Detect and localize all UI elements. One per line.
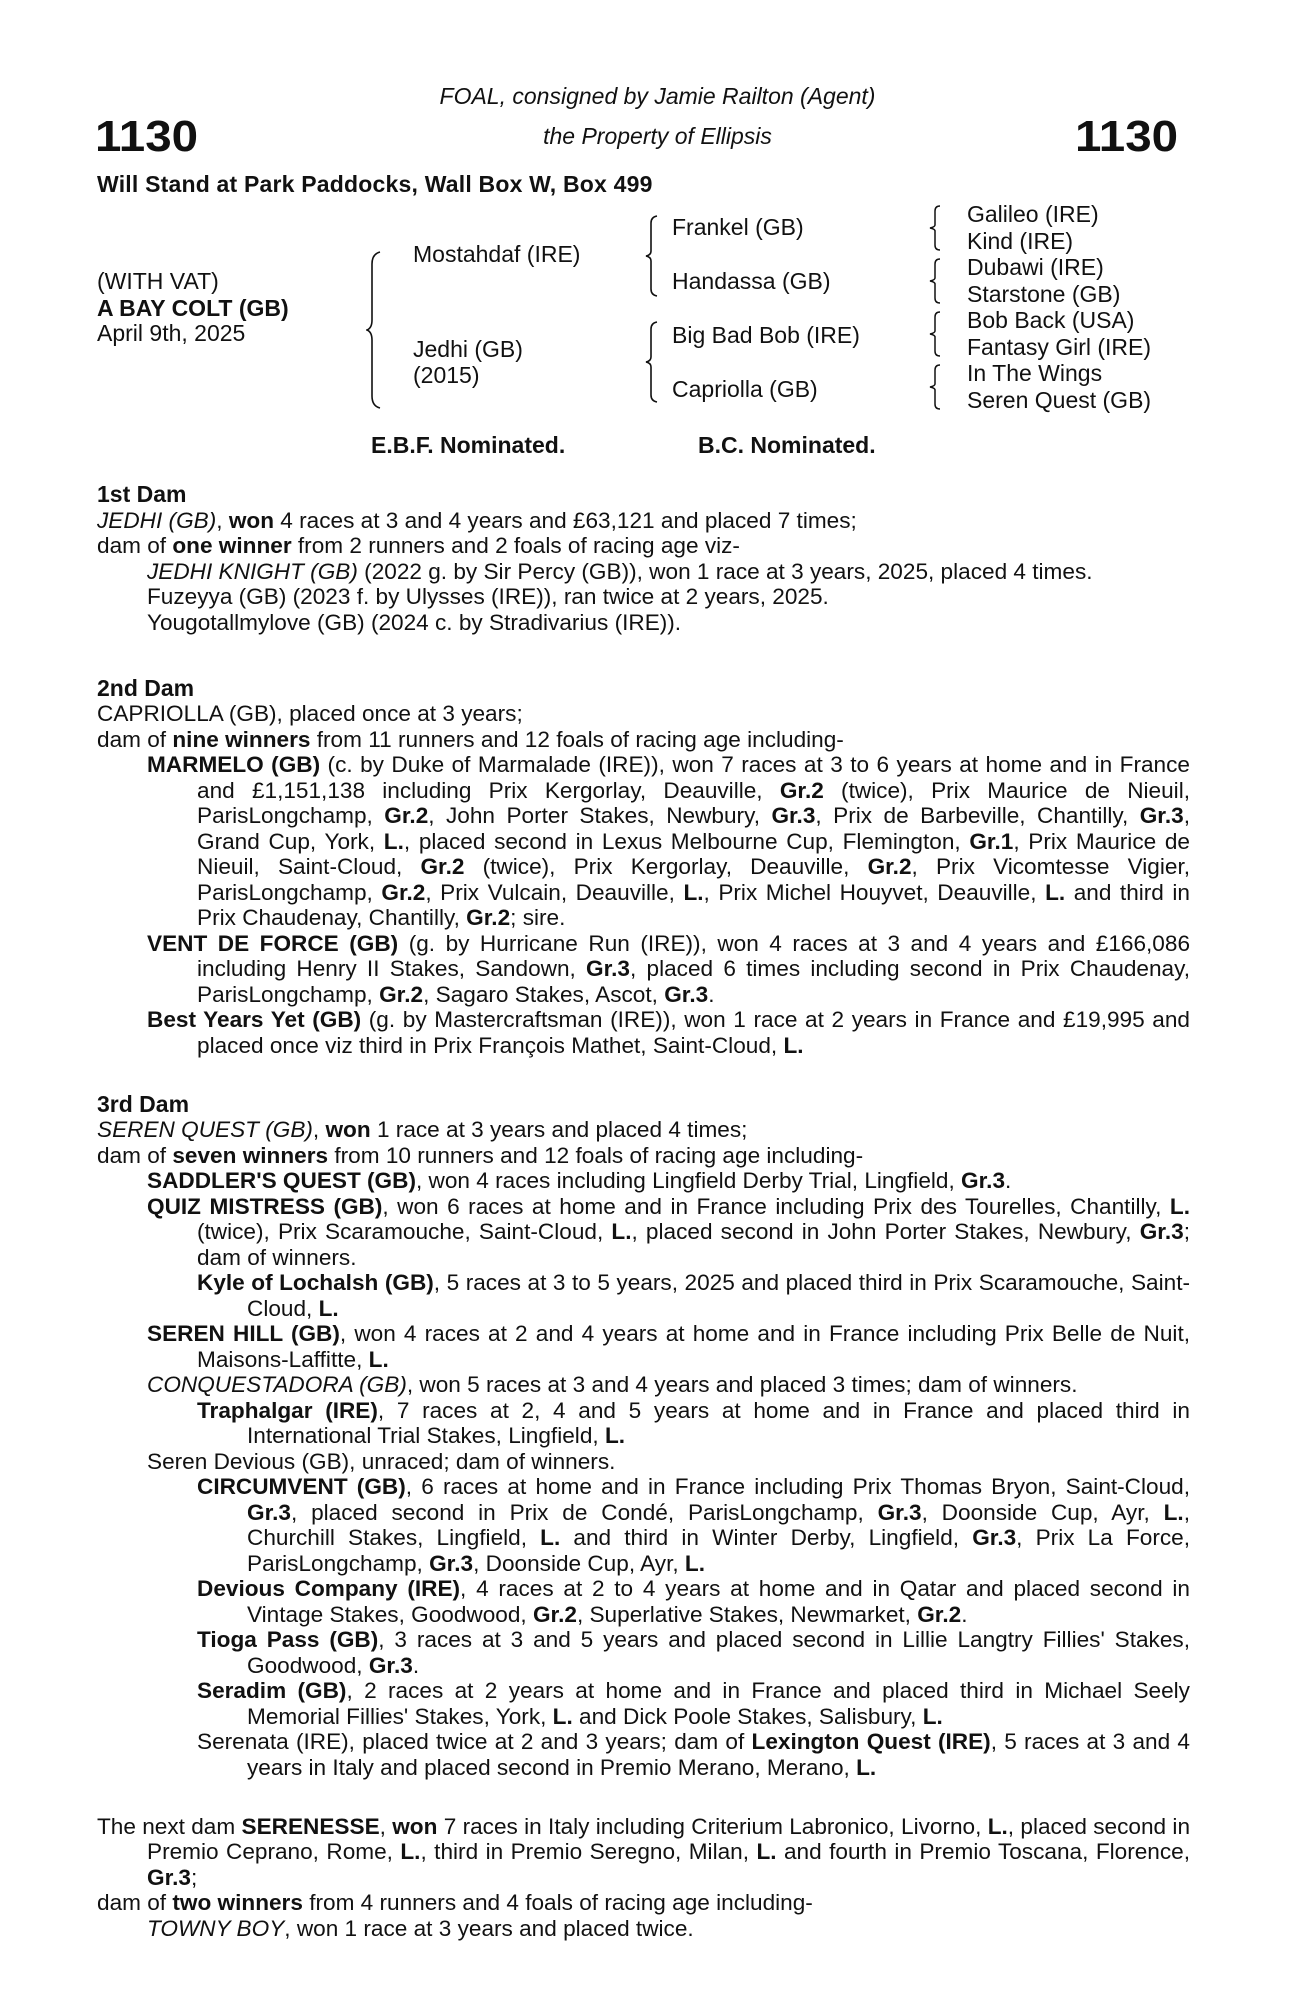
grade: L. bbox=[318, 1295, 339, 1321]
third-dam-section bbox=[97, 1092, 1190, 1781]
progeny-name: QUIZ MISTRESS (GB) bbox=[147, 1193, 383, 1219]
progeny-text: , won 6 races at home and in France including Prix des Tourelles, Chantilly, bbox=[382, 1193, 1170, 1219]
grade: Gr.2 bbox=[379, 981, 424, 1007]
progeny-text: , 5 races at 3 to 5 years, 2025 and placed third in Prix Scaramouche, Saint-Cloud, bbox=[247, 1270, 1191, 1321]
progeny-name: SEREN HILL (GB) bbox=[147, 1321, 340, 1346]
next-dam-produce bbox=[97, 1890, 1190, 1916]
grade: Gr.3 bbox=[972, 1525, 1017, 1550]
next-dam-record bbox=[97, 1814, 1190, 1891]
produce-winners: seven winners bbox=[172, 1142, 329, 1168]
grade: Gr.3 bbox=[961, 1168, 1006, 1193]
pedigree-brace-g3-4 bbox=[929, 364, 941, 410]
produce-post: from 2 runners and 2 foals of racing age viz- bbox=[291, 533, 740, 558]
separator: , bbox=[379, 1813, 393, 1839]
grade: L. bbox=[383, 828, 404, 854]
progeny-traphalgar bbox=[97, 1398, 1190, 1449]
grade: L. bbox=[1163, 1499, 1184, 1525]
progeny-text: , Grand Cup, York, bbox=[197, 803, 1190, 854]
sire-dam: Handassa (GB) bbox=[672, 268, 831, 294]
progeny-text: , placed second in Lexus Melbourne Cup, Flemington, bbox=[403, 828, 970, 854]
grade: Gr.3 bbox=[664, 981, 709, 1007]
won-label: won bbox=[392, 1813, 438, 1839]
progeny-text: (c. by Duke of Marmalade (IRE)), won 7 races at 3 to 6 years at home and in France and £1,151,138 including Prix Kergorlay, Deauville, bbox=[197, 752, 1190, 803]
grade: Gr.3 bbox=[247, 1499, 291, 1525]
progeny-text: , John Porter Stakes, Newbury, bbox=[428, 803, 772, 828]
progeny-text: and third in Prix Chaudenay, Chantilly, bbox=[197, 879, 1190, 930]
third-dam-name: SEREN QUEST (GB) bbox=[97, 1117, 313, 1142]
progeny-text: (twice), Prix Scaramouche, Saint-Cloud, bbox=[197, 1219, 612, 1244]
progeny-best-years-yet bbox=[97, 1007, 1190, 1058]
progeny-text: , Prix Michel Houyvet, Deauville, bbox=[703, 879, 1046, 905]
ancestor-dubawi: Dubawi (IRE) bbox=[967, 254, 1104, 280]
produce-post: from 10 runners and 12 foals of racing age including- bbox=[328, 1142, 864, 1168]
grade: Gr.3 bbox=[368, 1652, 413, 1678]
progeny-text: , Prix Vicomtesse Vigier, ParisLongchamp, bbox=[197, 854, 1191, 905]
produce-pre: dam of bbox=[97, 533, 173, 558]
second-dam-heading: 2nd Dam bbox=[97, 674, 195, 701]
progeny-text: , Prix de Barbeville, Chantilly, bbox=[815, 803, 1140, 828]
progeny-text: , placed second in Prix de Condé, ParisLongchamp, bbox=[290, 1499, 878, 1525]
won-label: won bbox=[325, 1117, 371, 1142]
first-dam-record: JEDHI (GB), won 4 races at 3 and 4 years and £63,121 and placed 7 times; bbox=[97, 507, 857, 533]
progeny-marmelo bbox=[97, 752, 1190, 931]
grade: Gr.3 bbox=[1139, 1219, 1184, 1244]
progeny-text: , 6 races at home and in France including Prix Thomas Bryon, Saint-Cloud, bbox=[405, 1474, 1190, 1499]
grade: Gr.2 bbox=[917, 1601, 962, 1627]
progeny-text: . bbox=[412, 1652, 420, 1678]
progeny-text: (twice), Prix Kergorlay, Deauville, bbox=[464, 854, 868, 879]
progeny-text: and third in Winter Derby, Lingfield, bbox=[560, 1525, 973, 1550]
grade: Gr.3 bbox=[147, 1864, 191, 1890]
pedigree-brace-sire bbox=[645, 215, 659, 297]
produce-pre: dam of bbox=[97, 1142, 173, 1168]
first-dam-produce bbox=[97, 533, 1190, 559]
grade: L. bbox=[683, 879, 704, 905]
grade: Gr.2 bbox=[867, 854, 912, 879]
grade: Gr.2 bbox=[779, 777, 824, 803]
progeny-text: , Churchill Stakes, Lingfield, bbox=[247, 1499, 1190, 1550]
progeny-text: , 5 races at 3 and 4 years in Italy and placed second in Premio Merano, Merano, bbox=[247, 1729, 1190, 1780]
record-text: , third in Premio Seregno, Milan, bbox=[420, 1839, 757, 1864]
record-text: and fourth in Premio Toscana, Florence, bbox=[776, 1839, 1190, 1864]
progeny-towny-boy bbox=[97, 1916, 1190, 1942]
foal-entry bbox=[97, 610, 1190, 636]
grade: L. bbox=[604, 1423, 626, 1448]
progeny-text: , Prix Maurice de Nieuil, Saint-Cloud, bbox=[197, 828, 1190, 879]
grade: L. bbox=[783, 1032, 804, 1058]
progeny-name: SADDLER'S QUEST (GB) bbox=[147, 1168, 416, 1193]
progeny-text: , 7 races at 2, 4 and 5 years at home and in France and placed third in International Trial Stakes, Lingfield, bbox=[247, 1397, 1190, 1448]
progeny-text: ; sire. bbox=[510, 905, 566, 930]
progeny-name: VENT DE FORCE (GB) bbox=[147, 930, 399, 956]
grade: L. bbox=[987, 1813, 1008, 1839]
foal-entry bbox=[97, 584, 1190, 610]
progeny-text: , Sagaro Stakes, Ascot, bbox=[423, 981, 665, 1007]
progeny-text: ; dam of winners. bbox=[197, 1219, 1190, 1270]
dam-name: Jedhi (GB) bbox=[413, 336, 523, 362]
progeny-text: . bbox=[961, 1601, 968, 1627]
progeny-text: , Doonside Cup, Ayr, bbox=[473, 1550, 685, 1576]
third-dam-record: SEREN QUEST (GB), won 1 race at 3 years and placed 4 times; bbox=[97, 1117, 748, 1142]
foal-name: JEDHI KNIGHT (GB) bbox=[147, 558, 358, 584]
ebf-nominated: E.B.F. Nominated. bbox=[371, 432, 566, 458]
second-dam-produce bbox=[97, 727, 1190, 753]
first-dam-section bbox=[97, 482, 1190, 635]
produce-pre: dam of bbox=[97, 1890, 173, 1915]
pedigree-brace-g3-1 bbox=[929, 205, 941, 251]
grade: L. bbox=[756, 1839, 777, 1864]
grade: Gr.3 bbox=[586, 956, 630, 981]
produce-post: from 4 runners and 4 foals of racing age including- bbox=[302, 1890, 813, 1915]
pedigree-brace-g3-2 bbox=[929, 258, 941, 304]
produce-pre: dam of bbox=[97, 726, 173, 752]
ancestor-starstone: Starstone (GB) bbox=[967, 281, 1121, 307]
progeny-text: , 3 races at 3 and 5 years and placed second in Lillie Langtry Fillies' Stakes, Goodwood, bbox=[247, 1627, 1190, 1678]
progeny-text: , placed second in John Porter Stakes, Newbury, bbox=[631, 1219, 1140, 1244]
progeny-text: , Doonside Cup, Ayr, bbox=[921, 1499, 1164, 1525]
grade: Gr.2 bbox=[466, 905, 511, 930]
dam-dam: Capriolla (GB) bbox=[672, 376, 818, 402]
progeny-name: Seradim (GB) bbox=[197, 1678, 347, 1703]
foaling-date: April 9th, 2025 bbox=[97, 320, 246, 346]
next-dam-name: SERENESSE bbox=[241, 1813, 380, 1839]
progeny-seren-hill bbox=[97, 1321, 1190, 1372]
foal-entry bbox=[97, 559, 1190, 585]
progeny-saddlers-quest bbox=[97, 1168, 1190, 1194]
grade: L. bbox=[922, 1703, 943, 1729]
progeny-devious-company bbox=[97, 1576, 1190, 1627]
lot-number-right: 1130 bbox=[1075, 112, 1179, 161]
sire-name: Mostahdaf (IRE) bbox=[413, 241, 581, 267]
progeny-text: , 4 races at 2 to 4 years at home and in Qatar and placed second in Vintage Stakes, Goodwood, bbox=[247, 1576, 1190, 1627]
progeny-name: MARMELO (GB) bbox=[147, 752, 321, 777]
grade: Gr.2 bbox=[420, 854, 465, 879]
progeny-seradim bbox=[97, 1678, 1190, 1729]
catalogue-body bbox=[97, 482, 1190, 1941]
foal-text: (2022 g. by Sir Percy (GB)), won 1 race at 3 years, 2025, placed 4 times. bbox=[357, 558, 1093, 584]
property-line: the Property of Ellipsis bbox=[543, 123, 772, 149]
grade: Gr.2 bbox=[532, 1601, 577, 1627]
grade: L. bbox=[611, 1219, 632, 1244]
progeny-text: (twice), Prix Maurice de Nieuil, ParisLongchamp, bbox=[197, 777, 1190, 828]
produce-winners: nine winners bbox=[172, 726, 311, 752]
pedigree-brace-dam bbox=[645, 321, 659, 403]
first-dam-name: JEDHI (GB) bbox=[97, 507, 217, 533]
progeny-text: Serenata (IRE), placed twice at 2 and 3 years; dam of bbox=[197, 1729, 752, 1754]
grade: Gr.3 bbox=[877, 1499, 922, 1525]
progeny-text: , won 4 races at 2 and 4 years at home and in France including Prix Belle de Nuit, Maisons-Laffitte, bbox=[197, 1321, 1191, 1372]
ancestor-bob-back: Bob Back (USA) bbox=[967, 307, 1135, 333]
grade: Gr.3 bbox=[771, 803, 816, 828]
progeny-name: CONQUESTADORA (GB) bbox=[147, 1372, 407, 1397]
next-dam-section bbox=[97, 1814, 1190, 1942]
progeny-text: , won 1 race at 3 years and placed twice. bbox=[284, 1915, 694, 1941]
record-text: , placed second in Premio Ceprano, Rome, bbox=[147, 1813, 1191, 1864]
grade: L. bbox=[684, 1550, 706, 1576]
first-dam-heading: 1st Dam bbox=[97, 481, 187, 507]
grade: L. bbox=[856, 1754, 877, 1780]
horse-name: A BAY COLT (GB) bbox=[97, 295, 289, 321]
progeny-name: CIRCUMVENT (GB) bbox=[197, 1474, 406, 1499]
sire-sire: Frankel (GB) bbox=[672, 214, 804, 240]
consignor-line: FOAL, consigned by Jamie Railton (Agent) bbox=[439, 83, 876, 109]
progeny-text: . bbox=[708, 981, 715, 1007]
progeny-text: , 2 races at 2 years at home and in France and placed third in Michael Seely Memorial Fillies' Stakes, York, bbox=[247, 1678, 1190, 1729]
progeny-text: (g. by Hurricane Run (IRE)), won 4 races at 3 and 4 years and £166,086 including Henry II Stakes, Sandown, bbox=[197, 930, 1191, 981]
pedigree-brace-main bbox=[366, 250, 382, 410]
progeny-text: , Prix La Force, ParisLongchamp, bbox=[247, 1525, 1190, 1576]
third-dam-heading: 3rd Dam bbox=[97, 1090, 190, 1117]
foal-text: Yougotallmylove (GB) (2024 c. by Stradivarius (IRE)). bbox=[147, 609, 682, 635]
record-text: 7 races in Italy including Criterium Labronico, Livorno, bbox=[437, 1813, 988, 1839]
vat-note: (WITH VAT) bbox=[97, 268, 219, 294]
progeny-conquestadora bbox=[97, 1372, 1190, 1398]
progeny-name: TOWNY BOY bbox=[147, 1915, 285, 1941]
progeny-text: , placed 6 times including second in Prix Chaudenay, ParisLongchamp, bbox=[197, 956, 1191, 1007]
grade: Gr.3 bbox=[429, 1550, 474, 1576]
progeny-name: Lexington Quest (IRE) bbox=[751, 1729, 991, 1754]
second-dam-section bbox=[97, 676, 1190, 1059]
record-text: 4 races at 3 and 4 years and £63,121 and placed 7 times; bbox=[274, 507, 857, 533]
ancestor-fantasy-girl: Fantasy Girl (IRE) bbox=[967, 334, 1152, 360]
progeny-text: and Dick Poole Stakes, Salisbury, bbox=[572, 1703, 923, 1729]
grade: Gr.1 bbox=[969, 828, 1014, 854]
produce-winners: one winner bbox=[172, 533, 292, 558]
bc-nominated: B.C. Nominated. bbox=[698, 432, 876, 458]
next-dam-intro: The next dam bbox=[97, 1813, 242, 1839]
grade: Gr.2 bbox=[381, 879, 426, 905]
dam-year: (2015) bbox=[413, 362, 480, 388]
progeny-name: Tioga Pass (GB) bbox=[197, 1627, 379, 1652]
progeny-seren-devious: Seren Devious (GB), unraced; dam of winners. bbox=[147, 1448, 616, 1474]
progeny-name: Traphalgar (IRE) bbox=[197, 1397, 378, 1423]
grade: L. bbox=[400, 1839, 421, 1864]
dam-sire: Big Bad Bob (IRE) bbox=[672, 322, 860, 348]
ancestor-seren-quest: Seren Quest (GB) bbox=[967, 387, 1152, 413]
ancestor-galileo: Galileo (IRE) bbox=[967, 201, 1099, 227]
progeny-name: Best Years Yet (GB) bbox=[147, 1007, 362, 1032]
grade: Gr.3 bbox=[1139, 803, 1184, 828]
lot-number-left: 1130 bbox=[95, 112, 199, 161]
record-text: ; bbox=[190, 1864, 198, 1890]
ancestor-in-the-wings: In The Wings bbox=[967, 360, 1103, 386]
progeny-vent-de-force bbox=[97, 931, 1190, 1008]
progeny-name: Devious Company (IRE) bbox=[197, 1576, 461, 1601]
produce-post: from 11 runners and 12 foals of racing age including- bbox=[310, 726, 844, 752]
progeny-kyle-of-lochalsh bbox=[97, 1270, 1190, 1321]
record-text: 1 race at 3 years and placed 4 times; bbox=[370, 1117, 748, 1142]
foal-text: Fuzeyya (GB) (2023 f. by Ulysses (IRE)), ran twice at 2 years, 2025. bbox=[147, 584, 829, 609]
third-dam-produce bbox=[97, 1143, 1190, 1169]
second-dam-record: CAPRIOLLA (GB), placed once at 3 years; bbox=[97, 701, 523, 726]
progeny-text: , won 4 races including Lingfield Derby Trial, Lingfield, bbox=[415, 1168, 962, 1193]
progeny-text: (g. by Mastercraftsman (IRE)), won 1 race at 2 years in France and £19,995 and placed once viz third in Prix François Mathet, Saint-Cloud, bbox=[197, 1007, 1190, 1058]
grade: L. bbox=[552, 1703, 573, 1729]
progeny-tioga-pass bbox=[97, 1627, 1190, 1678]
grade: Gr.2 bbox=[384, 803, 429, 828]
produce-winners: two winners bbox=[172, 1890, 303, 1915]
progeny-name: Kyle of Lochalsh (GB) bbox=[197, 1270, 434, 1295]
progeny-circumvent bbox=[97, 1474, 1190, 1576]
progeny-text: , won 5 races at 3 and 4 years and placed 3 times; dam of winners. bbox=[406, 1372, 1078, 1397]
won-label: won bbox=[228, 507, 274, 533]
progeny-text: . bbox=[1005, 1168, 1012, 1193]
grade: L. bbox=[1169, 1193, 1190, 1219]
ancestor-kind: Kind (IRE) bbox=[967, 228, 1074, 254]
progeny-serenata bbox=[97, 1729, 1190, 1780]
progeny-text: , Superlative Stakes, Newmarket, bbox=[576, 1601, 918, 1627]
grade: L. bbox=[540, 1525, 561, 1550]
grade: L. bbox=[1045, 879, 1066, 905]
pedigree-brace-g3-3 bbox=[929, 311, 941, 357]
stand-location: Will Stand at Park Paddocks, Wall Box W, Box 499 bbox=[97, 171, 653, 197]
progeny-quiz-mistress bbox=[97, 1194, 1190, 1271]
progeny-text: , Prix Vulcain, Deauville, bbox=[425, 879, 684, 905]
grade: L. bbox=[368, 1346, 389, 1372]
